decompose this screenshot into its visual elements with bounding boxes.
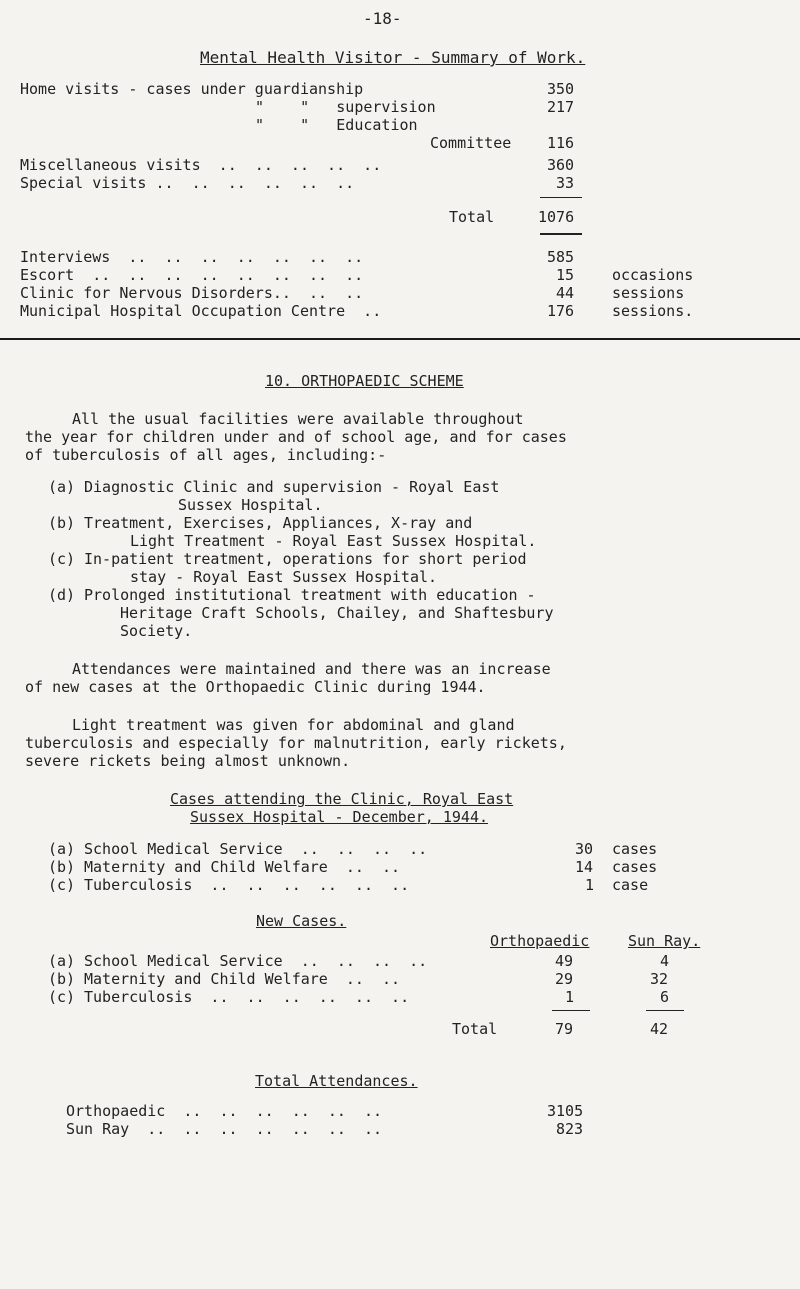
home-committee-label: Committee <box>430 134 512 152</box>
new-a-ortho: 49 <box>555 952 574 970</box>
total-rule-top <box>540 197 582 198</box>
att-ortho-value: 3105 <box>547 1102 584 1120</box>
escort-label: Escort .. .. .. .. .. .. .. .. <box>20 266 364 284</box>
new-b-ortho: 29 <box>555 970 574 988</box>
new-b-mark: (b) <box>48 970 76 988</box>
facility-d-line1: Prolonged institutional treatment with education - <box>84 586 536 604</box>
new-total-rule-sun <box>646 1010 684 1011</box>
new-total-label: Total <box>452 1020 498 1038</box>
misc-visits-value: 360 <box>547 156 575 174</box>
misc-visits-label: Miscellaneous visits .. .. .. .. .. <box>20 156 382 174</box>
case-b-label: Maternity and Child Welfare .. .. <box>84 858 401 876</box>
page-number: -18- <box>363 9 402 28</box>
home-supervision-value: 217 <box>547 98 575 116</box>
home-visits-label: Home visits - cases under guardianship <box>20 80 364 98</box>
interviews-value: 585 <box>547 248 575 266</box>
total-attendances-heading: Total Attendances. <box>255 1072 418 1090</box>
special-visits-label: Special visits .. .. .. .. .. .. <box>20 174 355 192</box>
facility-a-line1: Diagnostic Clinic and supervision - Royal East <box>84 478 500 496</box>
ortho-para2-line1: Attendances were maintained and there was an increase <box>72 660 551 678</box>
facility-d-mark: (d) <box>48 586 76 604</box>
municipal-value: 176 <box>547 302 575 320</box>
case-c-mark: (c) <box>48 876 76 894</box>
att-sun-value: 823 <box>556 1120 584 1138</box>
total-label: Total <box>449 208 495 226</box>
municipal-label: Municipal Hospital Occupation Centre .. <box>20 302 382 320</box>
new-c-label: Tuberculosis .. .. .. .. .. .. <box>84 988 410 1006</box>
home-supervision-label: " " supervision <box>255 98 436 116</box>
case-a-label: School Medical Service .. .. .. .. <box>84 840 428 858</box>
ortho-para3-line1: Light treatment was given for abdominal and gland <box>72 716 515 734</box>
section-divider <box>0 338 800 340</box>
case-c-label: Tuberculosis .. .. .. .. .. .. <box>84 876 410 894</box>
facility-c-line2: stay - Royal East Sussex Hospital. <box>130 568 438 586</box>
case-c-unit: case <box>612 876 649 894</box>
new-c-sun: 6 <box>660 988 670 1006</box>
ortho-para1-line3: of tuberculosis of all ages, including:- <box>25 446 387 464</box>
facility-a-line2: Sussex Hospital. <box>178 496 323 514</box>
home-education-value: 116 <box>547 134 575 152</box>
total-value: 1076 <box>538 208 575 226</box>
facility-c-mark: (c) <box>48 550 76 568</box>
cases-heading-line2: Sussex Hospital - December, 1944. <box>190 808 489 826</box>
new-total-sun: 42 <box>650 1020 669 1038</box>
new-a-mark: (a) <box>48 952 76 970</box>
municipal-unit: sessions. <box>612 302 694 320</box>
case-a-value: 30 <box>575 840 594 858</box>
case-c-value: 1 <box>585 876 595 894</box>
new-a-sun: 4 <box>660 952 670 970</box>
home-education-label: " " Education <box>255 116 418 134</box>
facility-b-line1: Treatment, Exercises, Appliances, X-ray and <box>84 514 473 532</box>
clinic-label: Clinic for Nervous Disorders.. .. .. <box>20 284 364 302</box>
ortho-para2-line2: of new cases at the Orthopaedic Clinic during 1944. <box>25 678 486 696</box>
ortho-para3-line3: severe rickets being almost unknown. <box>25 752 351 770</box>
new-total-ortho: 79 <box>555 1020 574 1038</box>
facility-b-mark: (b) <box>48 514 76 532</box>
escort-value: 15 <box>556 266 575 284</box>
new-c-mark: (c) <box>48 988 76 1006</box>
home-guardianship-value: 350 <box>547 80 575 98</box>
special-visits-value: 33 <box>556 174 575 192</box>
case-b-mark: (b) <box>48 858 76 876</box>
new-b-sun: 32 <box>650 970 669 988</box>
ortho-para3-line2: tuberculosis and especially for malnutrition, early rickets, <box>25 734 567 752</box>
ortho-para1-line1: All the usual facilities were available throughout <box>72 410 524 428</box>
ortho-para1-line2: the year for children under and of school age, and for cases <box>25 428 567 446</box>
new-total-rule-ortho <box>552 1010 590 1011</box>
new-a-label: School Medical Service .. .. .. .. <box>84 952 428 970</box>
facility-d-line2: Heritage Craft Schools, Chailey, and Shaftesbury <box>120 604 554 622</box>
interviews-label: Interviews .. .. .. .. .. .. .. <box>20 248 364 266</box>
new-b-label: Maternity and Child Welfare .. .. <box>84 970 401 988</box>
case-a-unit: cases <box>612 840 658 858</box>
col-sun-ray: Sun Ray. <box>628 932 701 950</box>
case-b-unit: cases <box>612 858 658 876</box>
facility-d-line3: Society. <box>120 622 193 640</box>
att-sun-label: Sun Ray .. .. .. .. .. .. .. <box>66 1120 383 1138</box>
mhv-title: Mental Health Visitor - Summary of Work. <box>200 48 586 67</box>
att-ortho-label: Orthopaedic .. .. .. .. .. .. <box>66 1102 383 1120</box>
cases-heading-line1: Cases attending the Clinic, Royal East <box>170 790 514 808</box>
escort-unit: occasions <box>612 266 694 284</box>
ortho-heading: 10. ORTHOPAEDIC SCHEME <box>265 372 464 390</box>
new-cases-heading: New Cases. <box>256 912 347 930</box>
new-c-ortho: 1 <box>565 988 575 1006</box>
col-orthopaedic: Orthopaedic <box>490 932 590 950</box>
case-b-value: 14 <box>575 858 594 876</box>
total-rule-bottom <box>540 233 582 235</box>
facility-b-line2: Light Treatment - Royal East Sussex Hospital. <box>130 532 537 550</box>
case-a-mark: (a) <box>48 840 76 858</box>
facility-a-mark: (a) <box>48 478 76 496</box>
clinic-unit: sessions <box>612 284 685 302</box>
facility-c-line1: In-patient treatment, operations for short period <box>84 550 527 568</box>
clinic-value: 44 <box>556 284 575 302</box>
